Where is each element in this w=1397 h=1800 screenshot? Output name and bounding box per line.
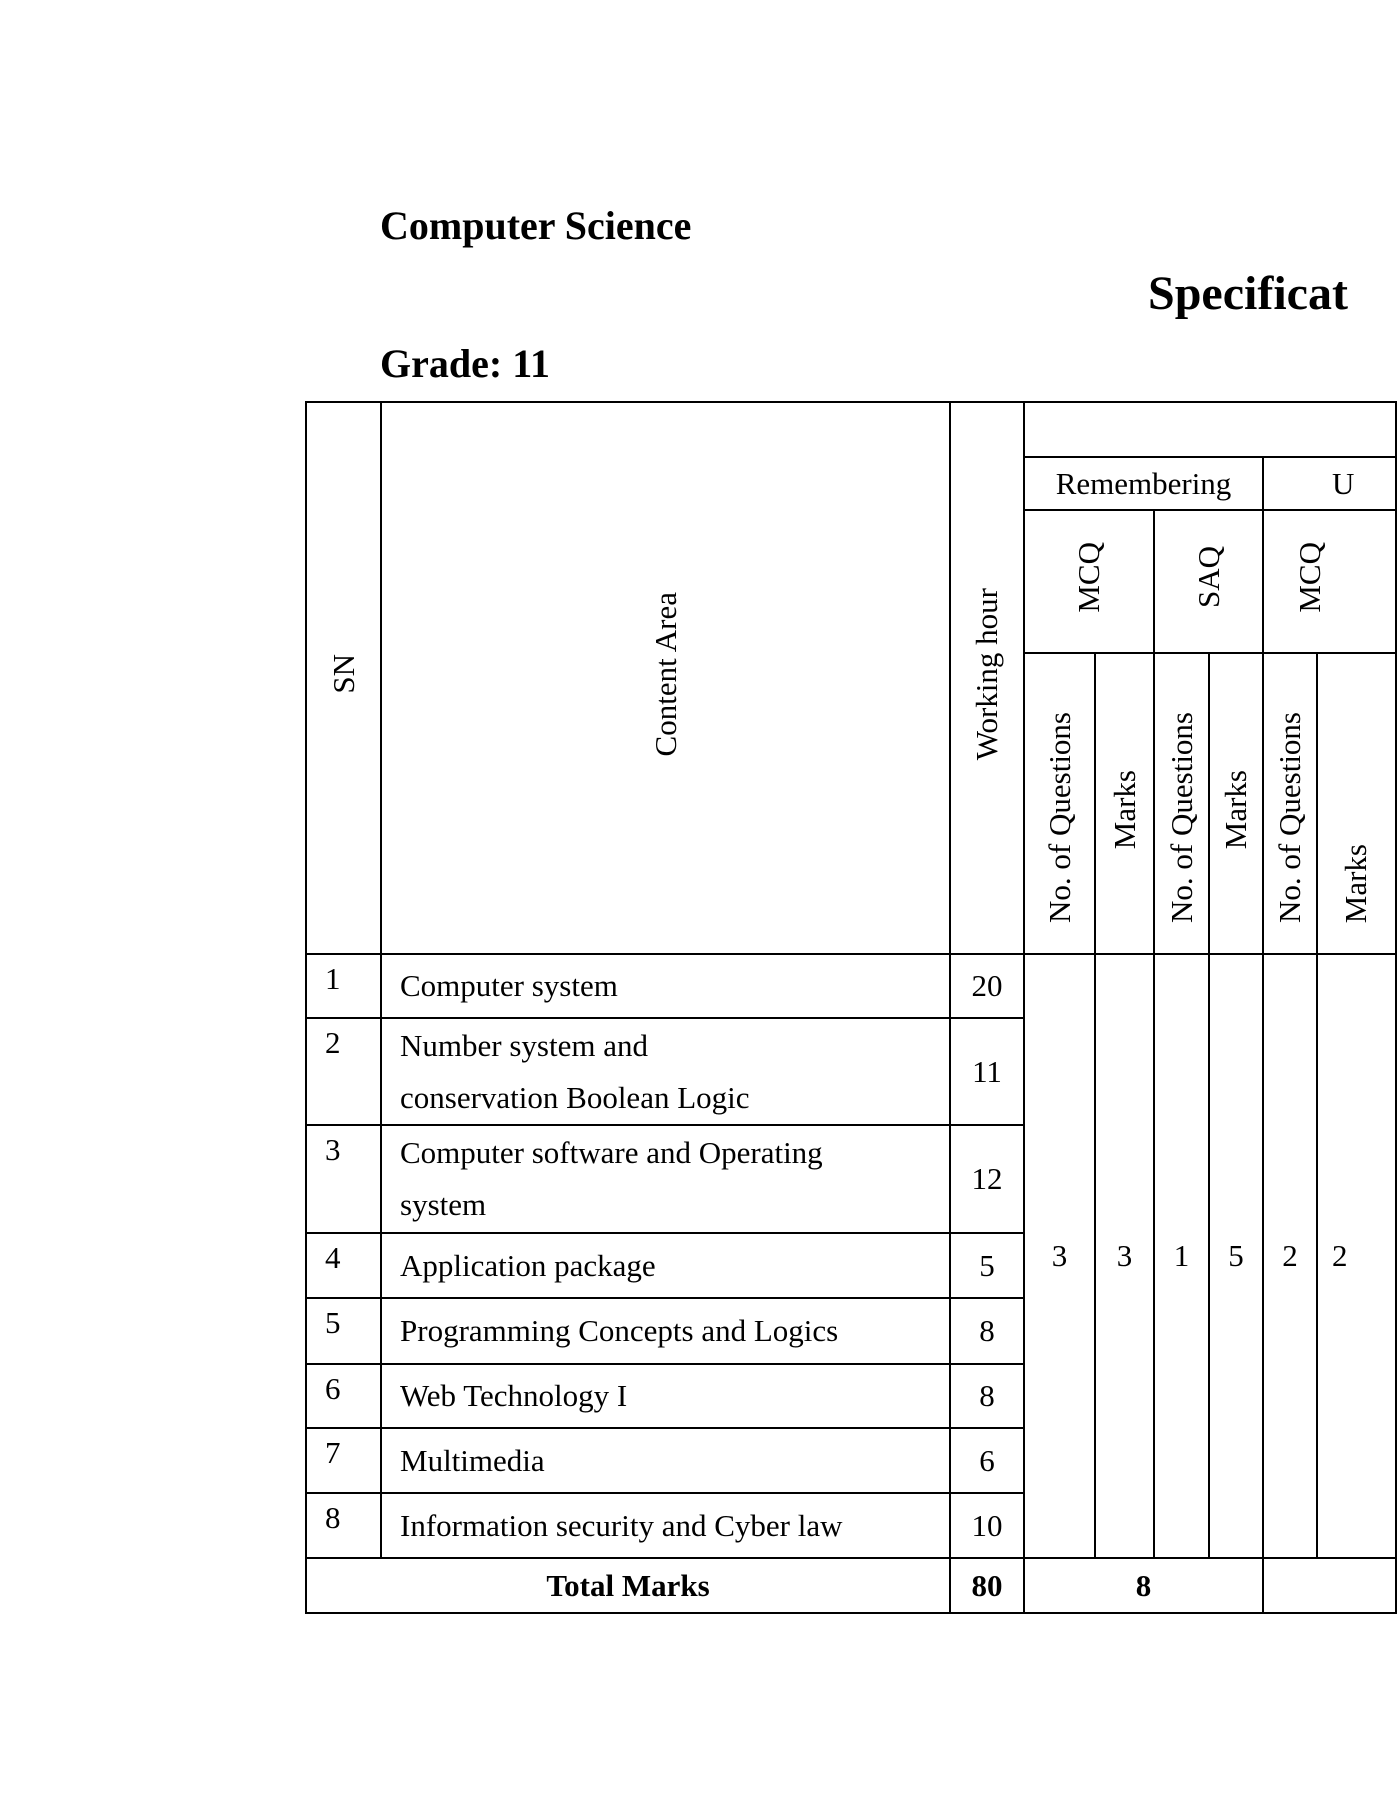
mcq-header: MCQ — [1024, 510, 1154, 653]
total-understanding — [1263, 1558, 1396, 1613]
row-content: Computer system — [381, 954, 950, 1018]
specification-table — [305, 401, 1397, 1614]
row-content: Application package — [381, 1233, 950, 1298]
row-content: Web Technology I — [381, 1364, 950, 1428]
grade-label: Grade: 11 — [380, 341, 550, 386]
row-sn: 1 — [306, 954, 381, 1018]
remembering-header: Remembering — [1024, 457, 1263, 510]
remembering-saq-marks: 5 — [1209, 954, 1263, 1558]
remembering-mcq-questions: 3 — [1024, 954, 1095, 1558]
row-hours: 12 — [950, 1125, 1024, 1233]
level-group-header — [1024, 402, 1396, 457]
row-hours: 10 — [950, 1493, 1024, 1558]
row-hours: 8 — [950, 1364, 1024, 1428]
marks-header: Marks — [1209, 653, 1263, 954]
row-content: Multimedia — [381, 1428, 950, 1493]
no-questions-header: No. of Questions — [1024, 653, 1095, 954]
specification-heading: Specificat — [1148, 267, 1348, 320]
sn-header: SN — [306, 402, 381, 954]
marks-header: Marks — [1095, 653, 1154, 954]
total-remembering: 8 — [1024, 1558, 1263, 1613]
row-content: Information security and Cyber law — [381, 1493, 950, 1558]
subject-title: Computer Science — [380, 203, 692, 248]
working-hour-header: Working hour — [950, 402, 1024, 954]
understanding-mcq-marks: 2 — [1317, 954, 1396, 1558]
understanding-header: U — [1263, 457, 1396, 510]
saq-header: SAQ — [1154, 510, 1263, 653]
row-sn: 7 — [306, 1428, 381, 1493]
row-hours: 20 — [950, 954, 1024, 1018]
row-sn: 6 — [306, 1364, 381, 1428]
row-sn: 2 — [306, 1018, 381, 1125]
no-questions-header: No. of Questions — [1154, 653, 1209, 954]
remembering-mcq-marks: 3 — [1095, 954, 1154, 1558]
row-hours: 11 — [950, 1018, 1024, 1125]
marks-header: Marks — [1317, 653, 1396, 954]
row-hours: 8 — [950, 1298, 1024, 1364]
row-content: Programming Concepts and Logics — [381, 1298, 950, 1364]
total-marks-label: Total Marks — [306, 1558, 950, 1613]
row-hours: 6 — [950, 1428, 1024, 1493]
row-sn: 8 — [306, 1493, 381, 1558]
mcq-header-2: MCQ — [1263, 510, 1396, 653]
total-hours: 80 — [950, 1558, 1024, 1613]
row-content: Computer software and Operating system — [381, 1125, 950, 1233]
understanding-mcq-questions: 2 — [1263, 954, 1317, 1558]
row-hours: 5 — [950, 1233, 1024, 1298]
row-sn: 5 — [306, 1298, 381, 1364]
row-sn: 3 — [306, 1125, 381, 1233]
remembering-saq-questions: 1 — [1154, 954, 1209, 1558]
no-questions-header: No. of Questions — [1263, 653, 1317, 954]
content-area-header: Content Area — [381, 402, 950, 954]
row-sn: 4 — [306, 1233, 381, 1298]
row-content: Number system and conservation Boolean Logic — [381, 1018, 950, 1125]
